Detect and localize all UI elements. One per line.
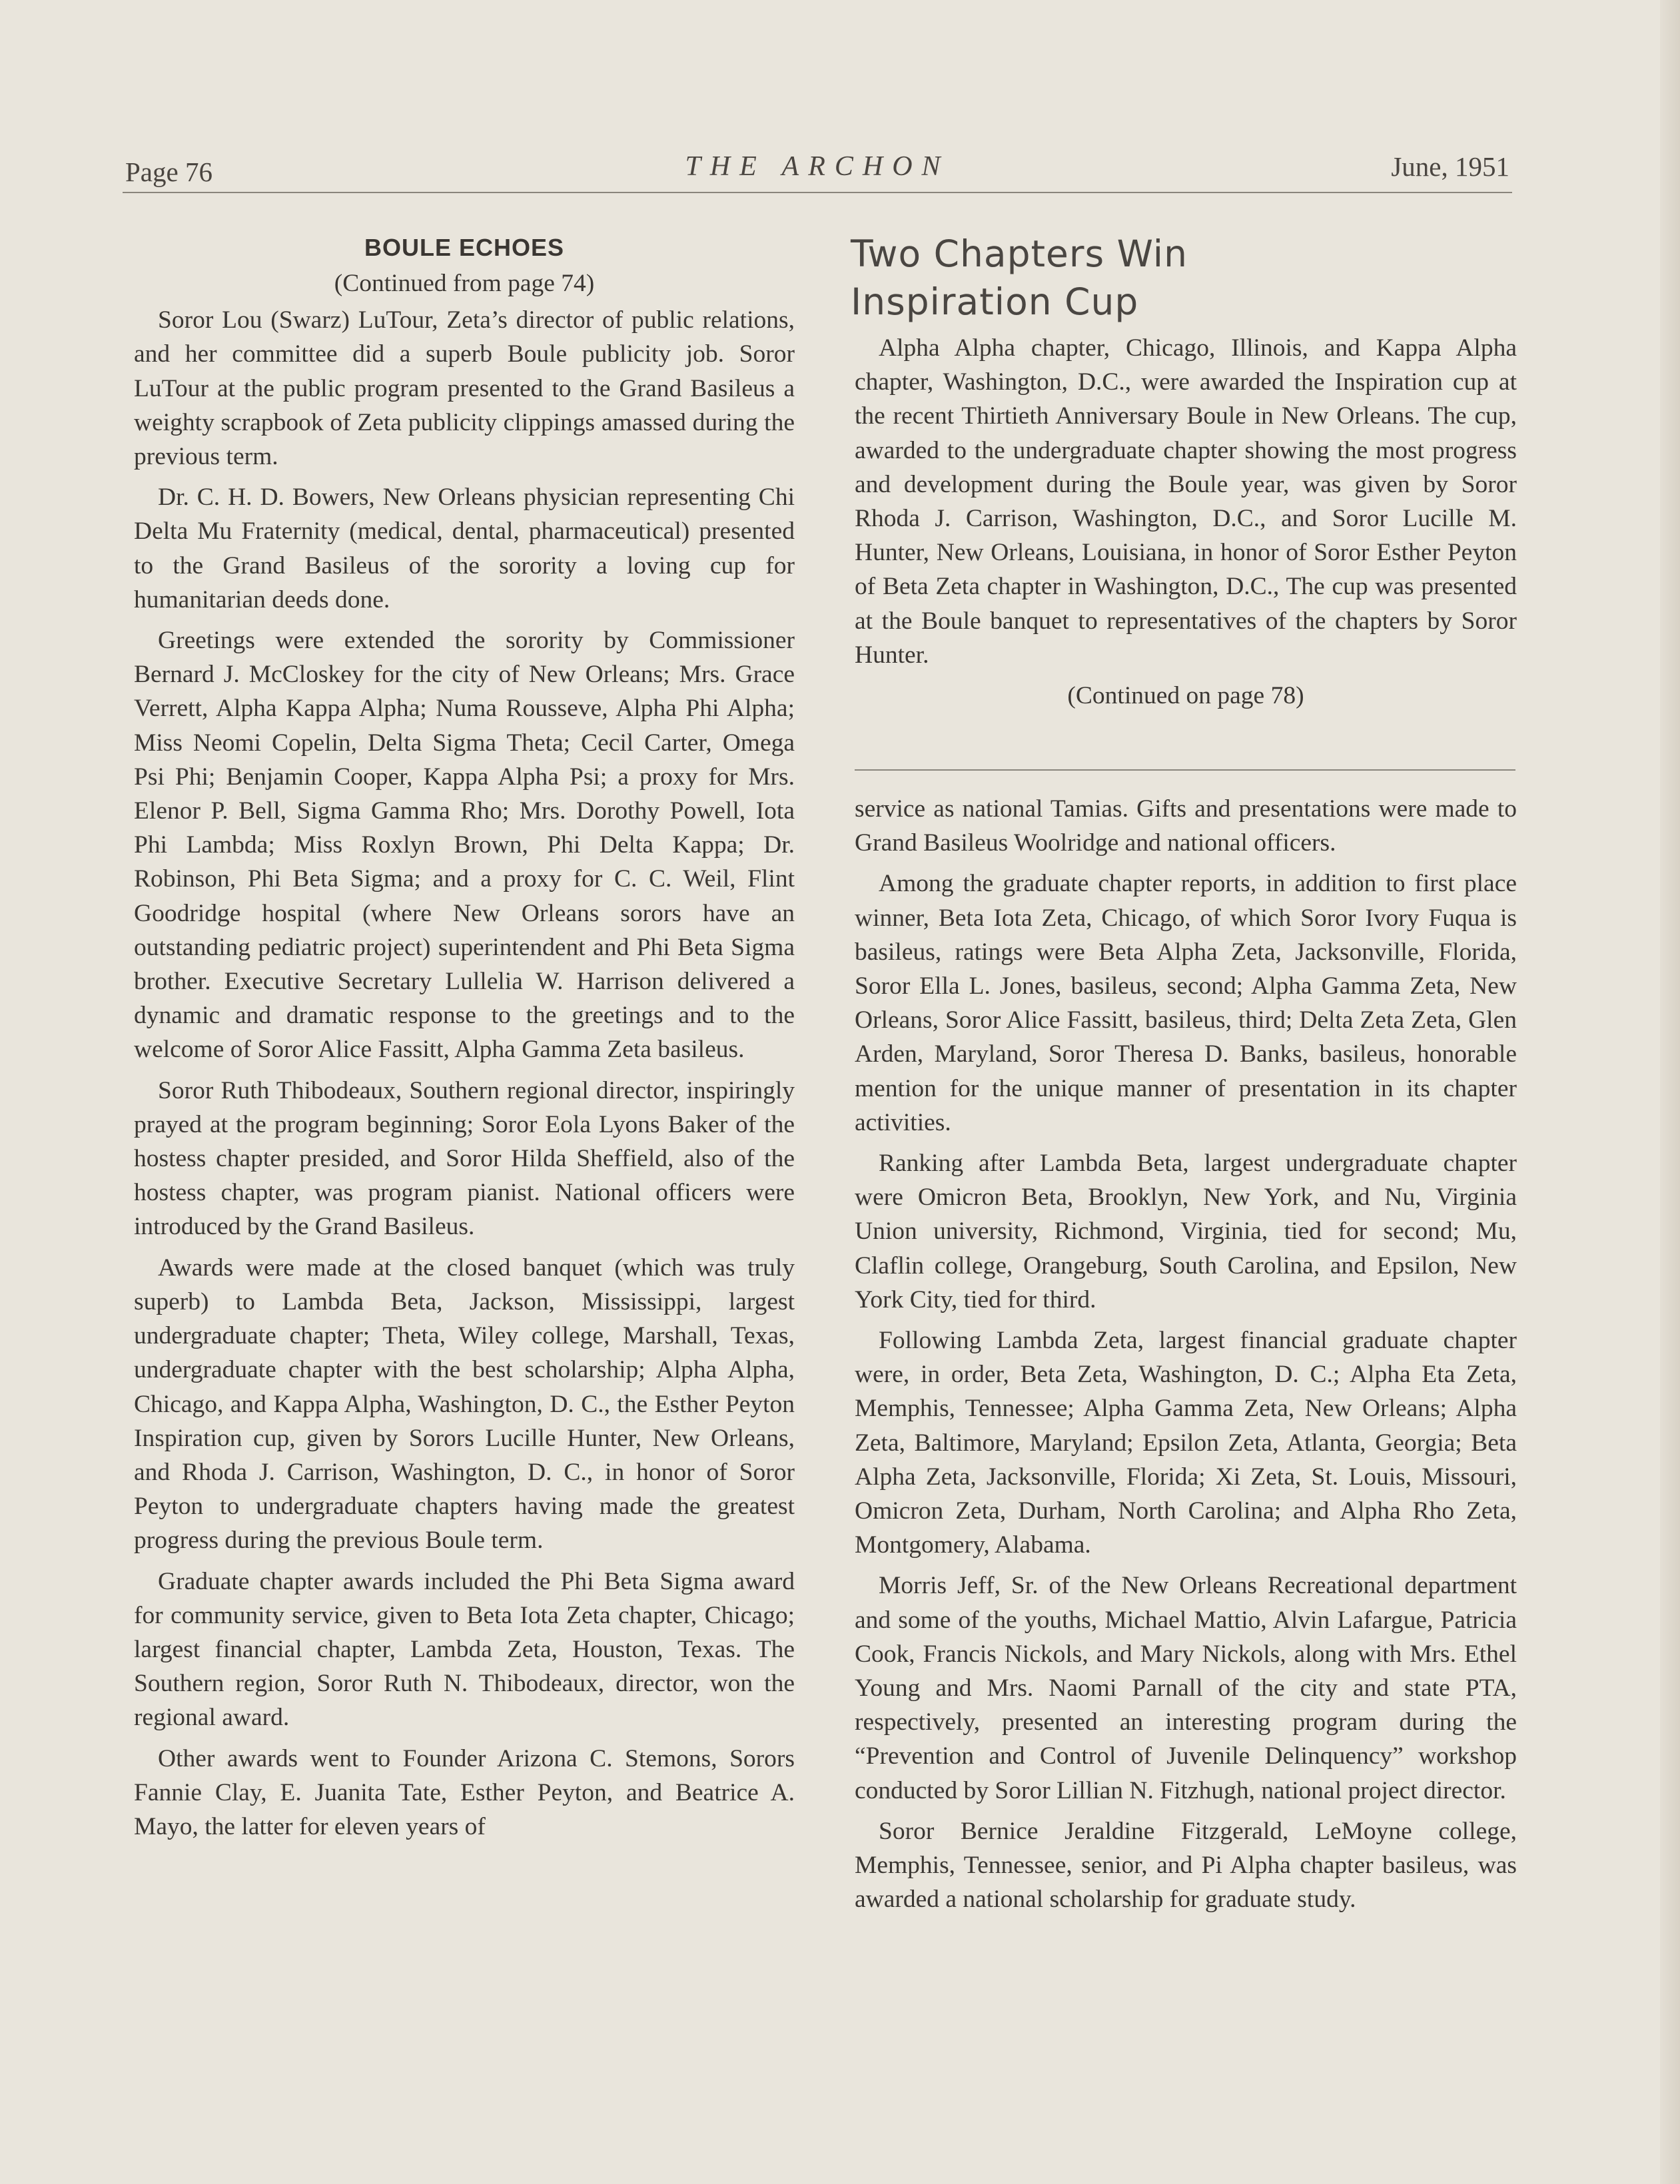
paragraph: Awards were made at the closed banquet (which was truly superb) to Lambda Beta, Jackson, Mississippi, largest undergraduate chapter; Theta, Wiley college, Marshall, Texas, undergraduate chapter with the best scholarship; Alpha Alpha, Chicago, and Kappa Alpha, Washington, D. C., the Esther Peyton Inspiration cup, given by Sorors Lucille Hunter, New Orleans, and Rhoda J. Carrison, Washington, D. C., in honor of Soror Peyton to undergraduate chapters having made the greatest progress during the previous Boule term. xyxy=(134,1254,795,1555)
paragraph: Soror Bernice Jeraldine Fitzgerald, LeMoyne college, Memphis, Tennessee, senior, and Pi Alpha chapter basileus, was awarded a national scholarship for graduate study. xyxy=(855,1817,1517,1914)
article-heading-line-2: Inspiration Cup xyxy=(851,280,1139,323)
paragraph: Soror Ruth Thibodeaux, Southern regional director, inspiringly prayed at the program beginning; Soror Eola Lyons Baker of the hostess chapter presided, and Soror Hilda Sheffield, also of the hostess chapter, was program pianist. National officers were introduced by the Grand Basileus. xyxy=(134,1076,795,1241)
article-heading-line-1: Two Chapters Win xyxy=(851,232,1188,275)
paragraph: Morris Jeff, Sr. of the New Orleans Recreational department and some of the youths, Michael Mattio, Alvin Lafargue, Patricia Cook, Francis Nickols, and Mary Nickols, along with Mrs. Ethel Young and Mrs. Naomi Parnall of the city and state PTA, respectively, presented an interesting program during the “Prevention and Control of Juvenile Delinquency” workshop conducted by Soror Lillian N. Fitzhugh, national project director. xyxy=(855,1572,1517,1804)
page-number: Page 76 xyxy=(125,157,212,187)
inspiration-cup-article xyxy=(851,230,1517,715)
continued-on-note: (Continued on page 78) xyxy=(1067,682,1304,710)
article-divider xyxy=(855,769,1515,771)
paragraph: Ranking after Lambda Beta, largest undergraduate chapter were Omicron Beta, Brooklyn, New York, and Nu, Virginia Union university, Richmond, Virginia, tied for second; Mu, Claflin college, Orangeburg, South Carolina, and Epsilon, New York City, tied for third. xyxy=(855,1150,1517,1313)
paragraph: Other awards went to Founder Arizona C. Stemons, Sorors Fannie Clay, E. Juanita Tate, Esther Peyton, and Beatrice A. Mayo, the latter for eleven years of xyxy=(134,1744,795,1840)
paragraph: Dr. C. H. D. Bowers, New Orleans physician representing Chi Delta Mu Fraternity (medical, dental, pharmaceutical) presented to the Grand Basileus of the sorority a loving cup for humanitarian deeds done. xyxy=(134,484,795,613)
right-column-continued xyxy=(855,792,1517,1924)
paragraph: Soror Lou (Swarz) LuTour, Zeta’s director of public relations, and her committee did a superb Boule publicity job. Soror LuTour at the public program presented to the Grand Basileus a weighty scrapbook of Zeta publicity clippings amassed during the previous term. xyxy=(134,306,795,471)
continued-from-note: (Continued from page 74) xyxy=(334,270,595,297)
paragraph: Greetings were extended the sorority by Commissioner Bernard J. McCloskey for the city of New Orleans; Mrs. Grace Verrett, Alpha Kappa Alpha; Numa Rousseve, Alpha Phi Alpha; Miss Neomi Copelin, Delta Sigma Theta; Cecil Carter, Omega Psi Phi; Benjamin Cooper, Kappa Alpha Psi; a proxy for Mrs. Elenor P. Bell, Sigma Gamma Rho; Mrs. Dorothy Powell, Iota Phi Lambda; Miss Roxlyn Brown, Phi Delta Kappa; Dr. Robinson, Phi Beta Sigma; and a proxy for C. C. Weil, Flint Goodridge hospital (where New Orleans sorors have an outstanding pediatric project) superintendent and Phi Beta Sigma brother. Executive Secretary Lullelia W. Harrison delivered a dynamic and dramatic response to the greetings and to the welcome of Soror Alice Fassitt, Alpha Gamma Zeta basileus. xyxy=(134,627,795,1064)
paragraph: Alpha Alpha chapter, Chicago, Illinois, and Kappa Alpha chapter, Washington, D.C., were awarded the Inspiration cup at the recent Thirtieth Anniversary Boule in New Orleans. The cup, awarded to the undergraduate chapter showing the most progress and development during the Boule year, was given by Soror Rhoda J. Carrison, Washington, D.C., and Soror Lucille M. Hunter, New Orleans, Louisiana, in honor of Soror Esther Peyton of Beta Zeta chapter in Washington, D.C., The cup was presented at the Boule banquet to representatives of the chapters by Soror Hunter. xyxy=(855,334,1517,669)
paragraph: service as national Tamias. Gifts and presentations were made to Grand Basileus Woolridge and national officers. xyxy=(855,795,1517,857)
paragraph: Following Lambda Zeta, largest financial graduate chapter were, in order, Beta Zeta, Washington, D. C.; Alpha Eta Zeta, Memphis, Tennessee; Alpha Gamma Zeta, New Orleans; Alpha Zeta, Baltimore, Maryland; Epsilon Zeta, Atlanta, Georgia; Beta Alpha Zeta, Jacksonville, Florida; Xi Zeta, St. Louis, Missouri, Omicron Zeta, Durham, North Carolina; and Alpha Rho Zeta, Montgomery, Alabama. xyxy=(855,1327,1517,1559)
header-divider xyxy=(123,192,1512,193)
left-column xyxy=(134,229,795,1850)
issue-date: June, 1951 xyxy=(1391,151,1509,182)
section-title-boule-echoes: BOULE ECHOES xyxy=(364,234,565,261)
running-header xyxy=(124,151,1511,190)
article-heading xyxy=(851,230,1517,326)
page-edge xyxy=(1660,0,1680,2184)
paragraph: Graduate chapter awards included the Phi Beta Sigma award for community service, given to Beta Iota Zeta chapter, Chicago; largest financial chapter, Lambda Zeta, Houston, Texas. The Southern region, Soror Ruth N. Thibodeaux, director, won the regional award. xyxy=(134,1567,795,1732)
paragraph: Among the graduate chapter reports, in addition to first place winner, Beta Iota Zeta, Chicago, of which Soror Ivory Fuqua is basileus, ratings were Beta Alpha Zeta, Jacksonville, Florida, Soror Ella L. Jones, basileus, second; Alpha Gamma Zeta, New Orleans, Soror Alice Fassitt, basileus, third; Delta Zeta Zeta, Glen Arden, Maryland, Soror Theresa D. Banks, basileus, honorable mention for the unique manner of presentation in its chapter activities. xyxy=(855,870,1517,1136)
publication-title: THE ARCHON xyxy=(685,151,950,182)
